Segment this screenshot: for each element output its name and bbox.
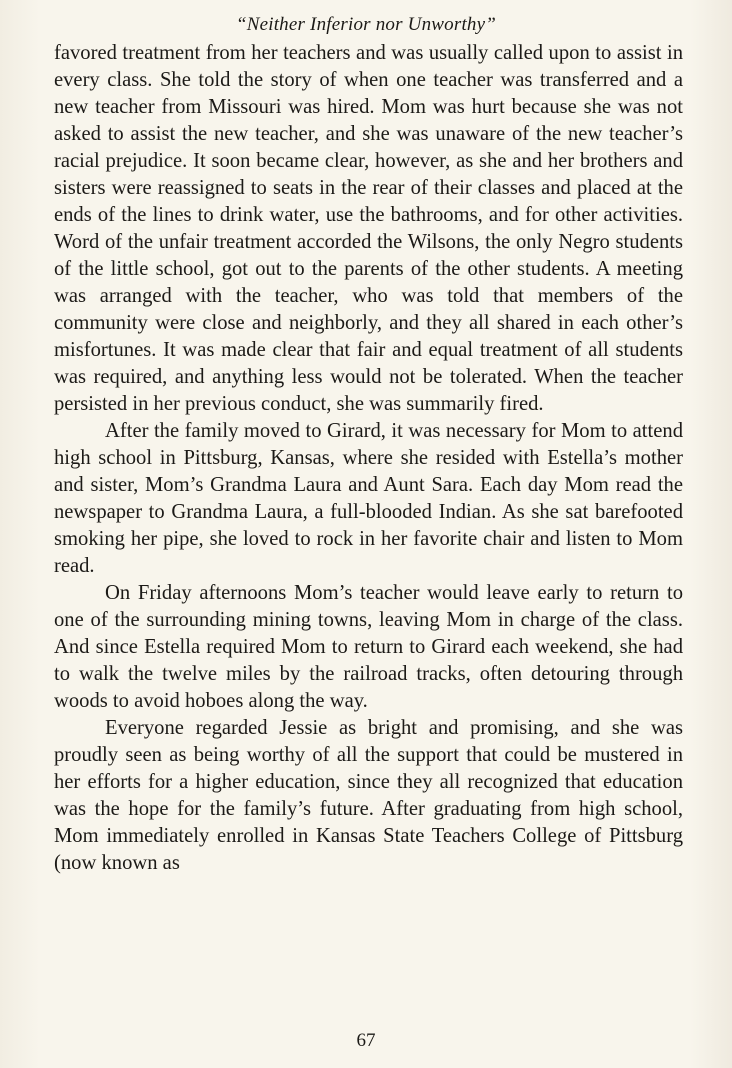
body-text [54, 40, 683, 877]
page-number: 67 [356, 1030, 376, 1051]
paragraph: favored treatment from her teachers and was usually called upon to assist in every class. She told the story of when one teacher was transferred and a new teacher from Missouri was hired. Mom was hurt because she was not asked to assist the new teacher, and she was unaware of the new teacher’s racial prejudice. It soon became clear, however, as she and her brothers and sisters were reassigned to seats in the rear of their classes and placed at the ends of the lines to drink water, use the bathrooms, and for other activities. Word of the unfair treatment accorded the Wilsons, the only Negro students of the little school, got out to the parents of the other students. A meeting was arranged with the teacher, who was told that members of the community were close and neighborly, and they all shared in each other’s misfortunes. It was made clear that fair and equal treatment of all students was required, and anything less would not be tolerated. When the teacher persisted in her previous conduct, she was summarily fired. [54, 42, 683, 415]
running-head: “Neither Inferior nor Unworthy” [235, 14, 497, 35]
paragraph: Everyone regarded Jessie as bright and promising, and she was proudly seen as being worthy of all the support that could be mustered in her efforts for a higher education, since they all recognized that education was the hope for the family’s future. After graduating from high school, Mom immediately enrolled in Kansas State Teachers College of Pittsburg (now known as [54, 717, 683, 874]
paragraph: After the family moved to Girard, it was necessary for Mom to attend high school in Pittsburg, Kansas, where she resided with Estella’s mother and sister, Mom’s Grandma Laura and Aunt Sara. Each day Mom read the newspaper to Grandma Laura, a full-blooded Indian. As she sat barefooted smoking her pipe, she loved to rock in her favorite chair and listen to Mom read. [54, 420, 683, 577]
paragraph: On Friday afternoons Mom’s teacher would leave early to return to one of the surrounding mining towns, leaving Mom in charge of the class. And since Estella required Mom to return to Girard each weekend, she had to walk the twelve miles by the railroad tracks, often detouring through woods to avoid hoboes along the way. [54, 582, 683, 712]
